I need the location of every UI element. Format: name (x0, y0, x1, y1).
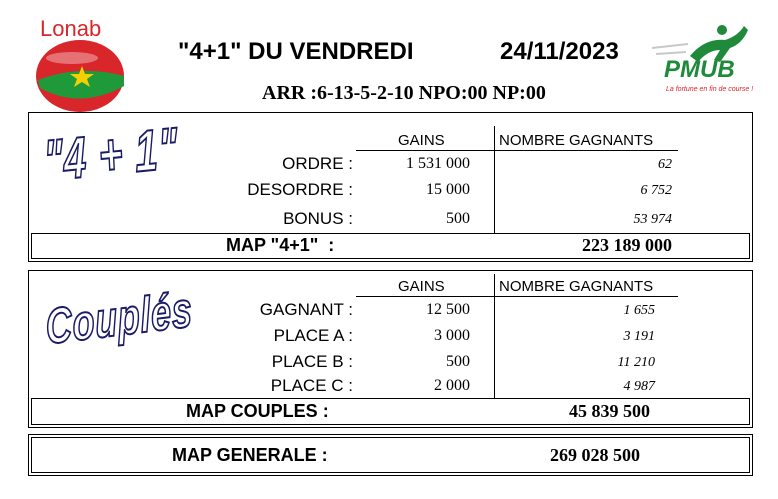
page-title: "4+1" DU VENDREDI (178, 38, 414, 65)
col-header-gains: GAINS (398, 278, 445, 295)
pmub-slogan: La fortune en fin de course ! (666, 86, 754, 93)
gain-value: 12 500 (426, 301, 470, 318)
row-label: PLACE A : (273, 326, 353, 345)
row-label: BONUS : (283, 209, 353, 228)
pmub-logo-text: PMUB (664, 56, 735, 83)
gain-value: 3 000 (434, 327, 470, 344)
gain-value: 1 531 000 (406, 155, 470, 172)
pmub-logo (650, 18, 760, 98)
winners-value: 3 191 (623, 329, 655, 344)
map-couples-value: 45 839 500 (569, 401, 650, 421)
winners-value: 4 987 (623, 379, 655, 394)
winners-value: 53 974 (633, 212, 672, 227)
map-4plus1-label: MAP "4+1" : (226, 235, 335, 255)
gain-value: 500 (446, 353, 470, 370)
arrival-line: ARR :6-13-5-2-10 NPO:00 NP:00 (262, 82, 546, 104)
stamp-4plus1: "4 + 1" (42, 115, 180, 194)
gain-value: 2 000 (434, 377, 470, 394)
winners-value: 62 (658, 157, 672, 172)
col-header-gains: GAINS (398, 132, 445, 149)
map-general-label: MAP GENERALE : (172, 445, 328, 465)
map-general-row (31, 437, 750, 473)
map-4plus1-value: 223 189 000 (582, 235, 672, 255)
header-rule (356, 150, 678, 151)
column-divider (494, 274, 495, 398)
column-divider (494, 126, 495, 234)
header-rule (356, 296, 678, 297)
map-general-value: 269 028 500 (550, 445, 640, 465)
lonab-logo-text: Lonab (40, 16, 102, 41)
winners-value: 1 655 (623, 303, 655, 318)
row-label: ORDRE : (282, 154, 353, 173)
row-label: PLACE C : (270, 376, 353, 395)
gain-value: 500 (446, 210, 470, 227)
row-label: DESORDRE : (247, 180, 353, 199)
col-header-winners: NOMBRE GAGNANTS (499, 278, 654, 295)
winners-value: 11 210 (617, 355, 655, 370)
row-label: GAGNANT : (259, 300, 353, 319)
row-label: PLACE B : (271, 352, 353, 371)
draw-date: 24/11/2023 (500, 38, 619, 65)
winners-value: 6 752 (640, 183, 672, 198)
map-couples-label: MAP COUPLES : (186, 401, 329, 421)
col-header-winners: NOMBRE GAGNANTS (499, 132, 654, 149)
gain-value: 15 000 (426, 181, 470, 198)
stamp-couples: Couplés (44, 281, 195, 355)
lonab-logo (32, 14, 132, 114)
